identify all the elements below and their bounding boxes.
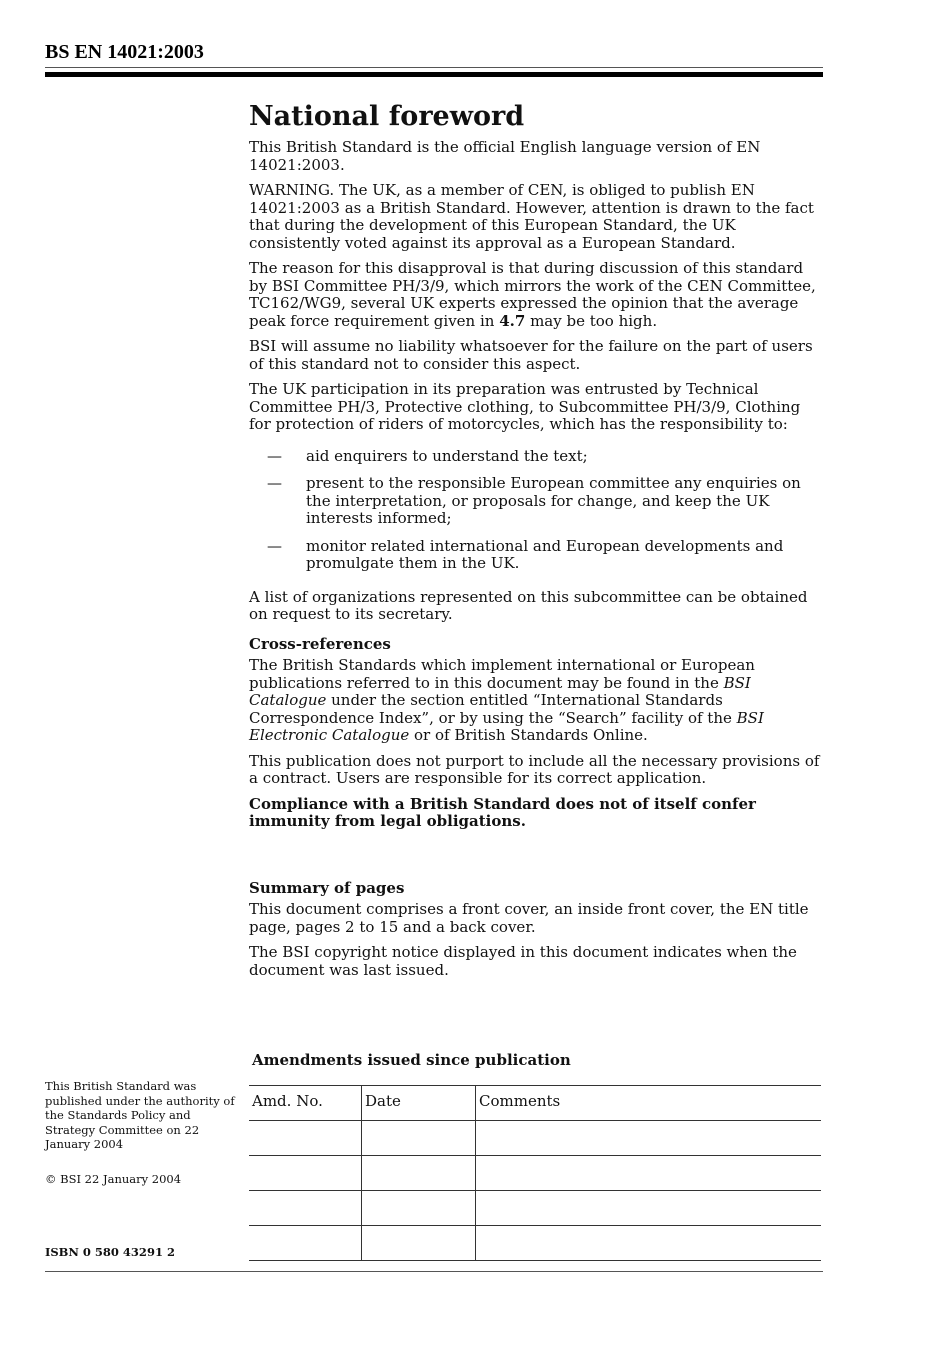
isbn: ISBN 0 580 43291 2 [45, 1245, 175, 1259]
list-item [249, 475, 825, 528]
table-row [249, 1191, 821, 1226]
column-header-comments: Comments [476, 1086, 822, 1121]
document-id: BS EN 14021:2003 [45, 41, 204, 63]
table-row [249, 1226, 821, 1261]
clause-reference: 4.7 [499, 311, 526, 330]
table-row [249, 1156, 821, 1191]
cross-ref-text-c: or of British Standards Online. [409, 726, 648, 744]
copyright-notice-paragraph: The BSI copyright notice displayed in this document indicates when the document was last issued. [249, 943, 797, 979]
table-cell [476, 1226, 822, 1261]
table-cell [476, 1156, 822, 1191]
table-cell [362, 1226, 476, 1261]
footer-rule [45, 1271, 823, 1272]
header-rule-thin [45, 67, 823, 68]
table-cell [476, 1191, 822, 1226]
cross-ref-text-a: The British Standards which implement international or European publications referred to in this document may be found in the [249, 656, 755, 692]
table-cell [249, 1121, 362, 1156]
dash-marker: — [267, 536, 282, 555]
compliance-statement: Compliance with a British Standard does not of itself confer immunity from legal obligations. [249, 794, 756, 830]
intro-paragraph: This British Standard is the official English language version of EN 14021:2003. [249, 138, 761, 174]
list-item-text: present to the responsible European committee any enquiries on the interpretation, or proposals for change, and keep the UK interests informed; [306, 474, 801, 527]
participation-paragraph: The UK participation in its preparation was entrusted by Technical Committee PH/3, Protective clothing, to Subcommittee PH/3/9, Clothing for protection of riders of motorcycles, which has the responsibility to: [249, 380, 801, 433]
cross-references-paragraph [249, 657, 825, 745]
copyright-line: © BSI 22 January 2004 [45, 1172, 182, 1186]
provisions-paragraph: This publication does not purport to include all the necessary provisions of a contract. Users are responsible for its correct application. [249, 751, 820, 787]
responsibility-list [249, 448, 825, 573]
reason-text-start: The reason for this disapproval is that during discussion of this standard by BSI Committee PH/3/9, which mirrors the work of the CEN Committee, TC162/WG9, several UK experts expressed the opinion that the average peak force requirement given in [249, 259, 816, 330]
warning-paragraph: WARNING. The UK, as a member of CEN, is obliged to publish EN 14021:2003 as a British Standard. However, attention is drawn to the fact that during the development of this European Standard, the UK consistently voted against its approval as a European Standard. [249, 181, 814, 252]
table-cell [362, 1156, 476, 1191]
table-row [249, 1121, 821, 1156]
reason-text-end: may be too high. [525, 311, 658, 330]
table-cell [362, 1121, 476, 1156]
table-cell [249, 1156, 362, 1191]
dash-marker: — [267, 446, 282, 465]
table-cell [249, 1191, 362, 1226]
reason-paragraph [249, 260, 825, 330]
summary-paragraph: This document comprises a front cover, an inside front cover, the EN title page, pages 2 to 15 and a back cover. [249, 900, 809, 936]
list-item-text: monitor related international and European developments and promulgate them in the UK. [306, 536, 784, 572]
bsi-electronic-catalogue-title: BSI Electronic Catalogue [249, 708, 764, 744]
list-item [249, 448, 825, 466]
foreword-body [249, 100, 825, 987]
table-cell [362, 1191, 476, 1226]
amendments-table [249, 1085, 821, 1261]
list-item [249, 538, 825, 573]
table-header-row [249, 1086, 821, 1121]
amendments-title: Amendments issued since publication [252, 1051, 571, 1069]
summary-heading: Summary of pages [249, 878, 405, 897]
column-header-amd-no: Amd. No. [249, 1086, 362, 1121]
bsi-catalogue-title: BSI Catalogue [249, 673, 751, 709]
header-rule-thick [45, 72, 823, 77]
dash-marker: — [267, 474, 282, 492]
table-cell [476, 1121, 822, 1156]
authority-note: This British Standard was published under the authority of the Standards Policy and Strategy Committee on 22 January 2004 [45, 1079, 235, 1151]
liability-paragraph: BSI will assume no liability whatsoever for the failure on the part of users of this standard not to consider this aspect. [249, 337, 813, 373]
table-cell [249, 1226, 362, 1261]
list-item-text: aid enquirers to understand the text; [306, 446, 588, 465]
page-title: National foreword [249, 101, 525, 132]
cross-ref-text-b: under the section entitled “International Standards Correspondence Index”, or by using the “Search” facility of the [249, 691, 737, 727]
organizations-paragraph: A list of organizations represented on this subcommittee can be obtained on request to its secretary. [249, 587, 808, 623]
column-header-date: Date [362, 1086, 476, 1121]
cross-references-heading: Cross-references [249, 634, 391, 653]
